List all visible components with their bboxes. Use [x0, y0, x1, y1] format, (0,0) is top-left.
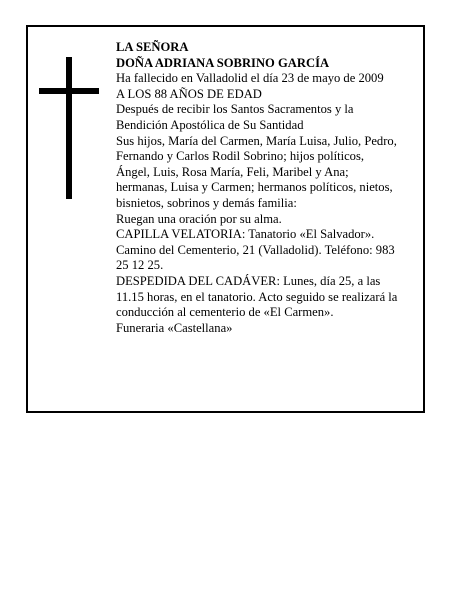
- funeral-home-line: Funeraria «Castellana»: [116, 320, 233, 335]
- obituary-notice-frame: [26, 25, 425, 413]
- age-line: A LOS 88 AÑOS DE EDAD: [116, 86, 262, 101]
- family-line-3: Ángel, Luis, Rosa María, Feli, Maribel y Ana;: [116, 164, 349, 179]
- sacraments-line-1: Después de recibir los Santos Sacramentos y la: [116, 102, 354, 117]
- cross-horizontal-bar: [39, 88, 99, 94]
- farewell-line-2: 11.15 horas, en el tanatorio. Acto seguido se realizará la: [116, 289, 398, 304]
- family-line-4: hermanas, Luisa y Carmen; hermanos políticos, nietos,: [116, 180, 393, 195]
- chapel-line-2: Camino del Cementerio, 21 (Valladolid). Teléfono: 983: [116, 242, 395, 257]
- cross-vertical-bar: [66, 57, 72, 199]
- family-line-1: Sus hijos, María del Carmen, María Luisa, Julio, Pedro,: [116, 133, 397, 148]
- sacraments-line-2: Bendición Apostólica de Su Santidad: [116, 117, 304, 132]
- family-line-2: Fernando y Carlos Rodil Sobrino; hijos políticos,: [116, 149, 365, 164]
- deceased-name: DOÑA ADRIANA SOBRINO GARCÍA: [116, 55, 330, 70]
- notice-title: LA SEÑORA: [116, 40, 189, 54]
- farewell-line-1: DESPEDIDA DEL CADÁVER: Lunes, día 25, a las: [116, 273, 381, 288]
- chapel-line-1: CAPILLA VELATORIA: Tanatorio «El Salvador».: [116, 227, 375, 242]
- cross-icon: [39, 57, 99, 199]
- chapel-line-3: 25 12 25.: [116, 258, 164, 273]
- obituary-text: [116, 40, 424, 336]
- family-line-5: bisnietos, sobrinos y demás familia:: [116, 195, 297, 210]
- prayer-line: Ruegan una oración por su alma.: [116, 211, 282, 226]
- farewell-line-3: conducción al cementerio de «El Carmen».: [116, 305, 334, 320]
- death-date-line: Ha fallecido en Valladolid el día 23 de mayo de 2009: [116, 71, 384, 86]
